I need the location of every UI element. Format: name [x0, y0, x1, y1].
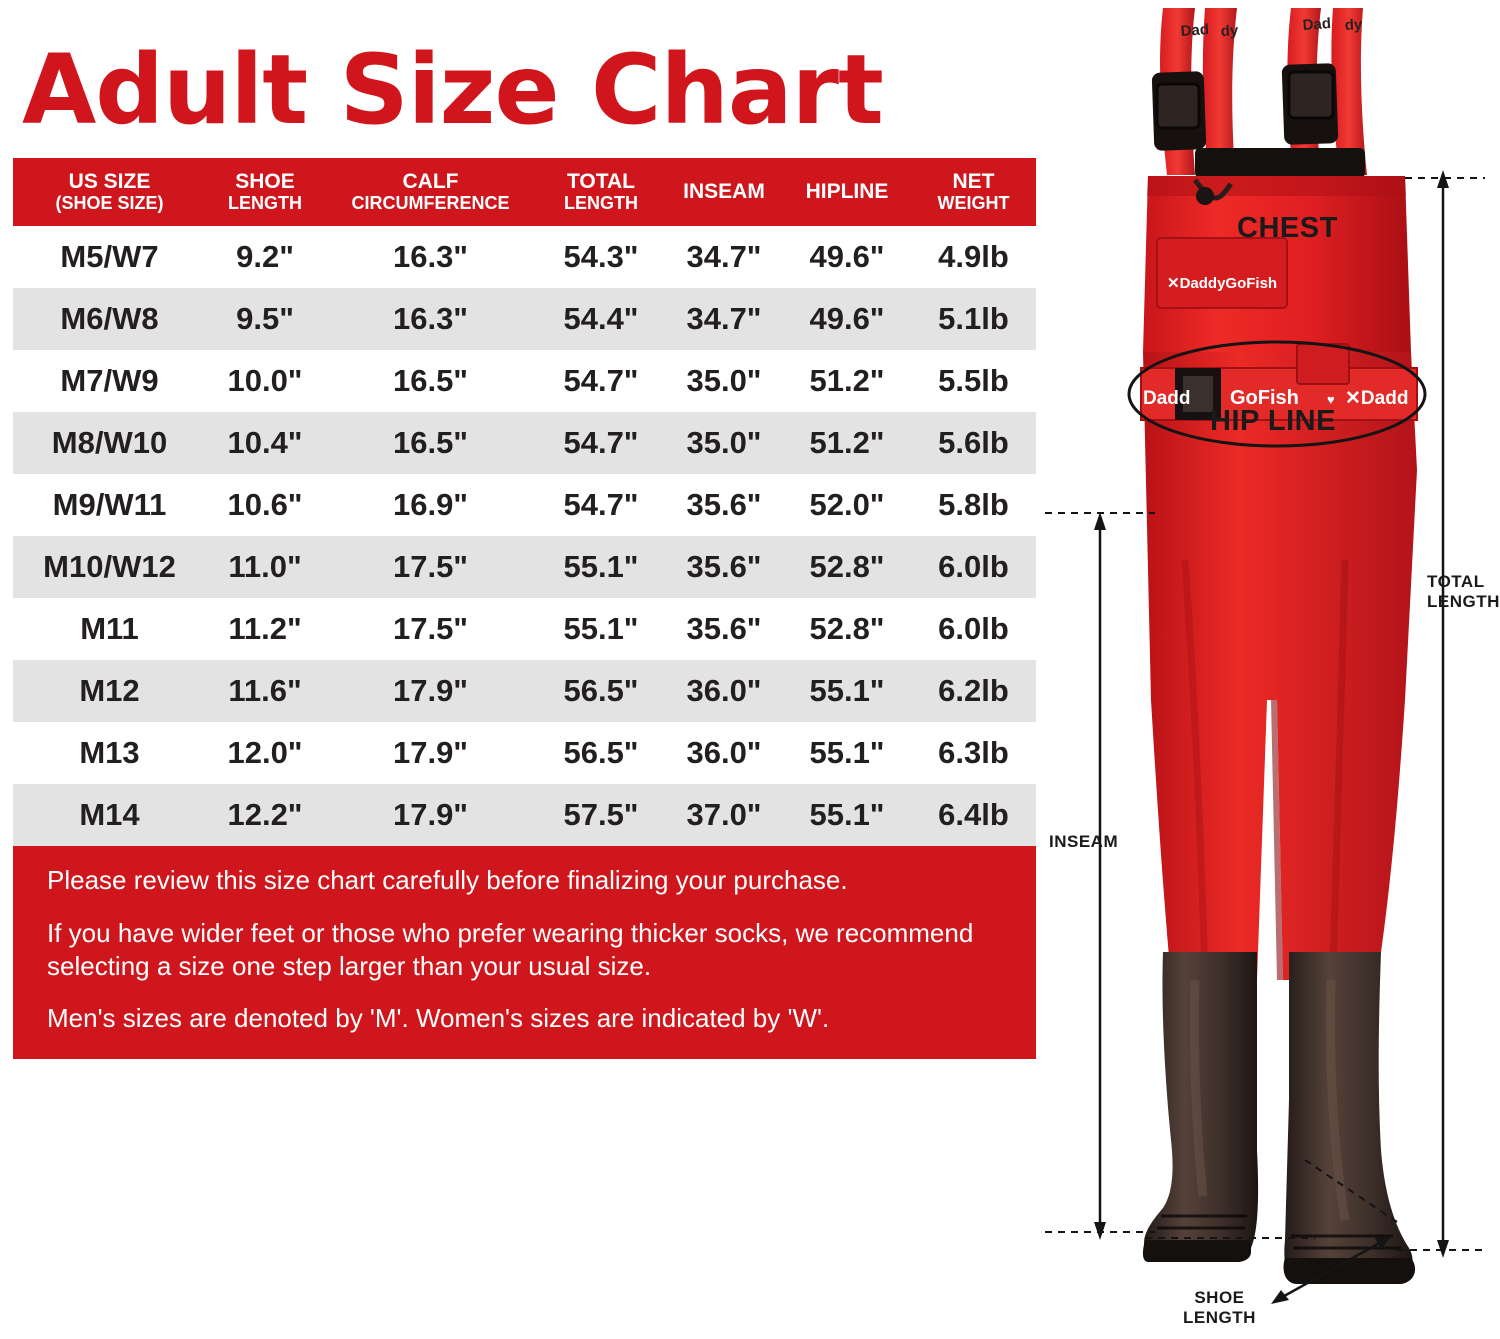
table-header-row — [13, 158, 1036, 226]
wader-body-group — [1141, 344, 1417, 980]
left-boot-sole — [1143, 1240, 1251, 1262]
strap-brand-text: Dad — [1180, 21, 1210, 40]
cell-hipline: 55.1" — [783, 660, 911, 722]
brand-label: ✕DaddyGoFish — [1167, 275, 1278, 292]
cell-hipline: 52.8" — [783, 536, 911, 598]
label-inseam: INSEAM — [1049, 832, 1119, 851]
label-shoe-length-line1: SHOE — [1194, 1288, 1245, 1307]
label-chest: CHEST — [1237, 212, 1338, 244]
page-title: Adult Size Chart — [22, 34, 883, 146]
cell-hipline: 49.6" — [783, 288, 911, 350]
chest-wader-illustration — [1045, 0, 1500, 1339]
cell-total-length: 54.7" — [537, 412, 665, 474]
cell-us-size: M11 — [13, 598, 206, 660]
cell-shoe-length: 11.6" — [206, 660, 324, 722]
cell-inseam: 36.0" — [665, 722, 783, 784]
size-chart-table — [13, 158, 1036, 846]
strap-brand-text: Dad — [1302, 15, 1332, 34]
left-boot — [1144, 952, 1258, 1248]
table-row — [13, 598, 1036, 660]
label-shoe-length-line2: LENGTH — [1183, 1307, 1256, 1327]
hip-pocket — [1297, 344, 1349, 384]
cell-total-length: 54.7" — [537, 474, 665, 536]
column-header-hipline: HIPLINE — [783, 158, 911, 226]
cell-us-size: M14 — [13, 784, 206, 846]
cell-us-size: M10/W12 — [13, 536, 206, 598]
cell-inseam: 35.6" — [665, 474, 783, 536]
cell-inseam: 35.0" — [665, 412, 783, 474]
belt-text-right: ✕Dadd — [1345, 388, 1409, 409]
boots-group — [1143, 952, 1415, 1284]
belt-text-heart: ♥ — [1327, 392, 1335, 407]
cell-net-weight: 6.4lb — [911, 784, 1036, 846]
column-header-inseam: INSEAM — [665, 158, 783, 226]
right-boot — [1284, 952, 1412, 1280]
cell-calf: 16.3" — [324, 226, 537, 288]
cell-shoe-length: 12.0" — [206, 722, 324, 784]
column-header-shoe-length: SHOE LENGTH — [206, 158, 324, 226]
cell-total-length: 56.5" — [537, 660, 665, 722]
cell-total-length: 57.5" — [537, 784, 665, 846]
cell-shoe-length: 9.2" — [206, 226, 324, 288]
strap-brand-text: dy — [1220, 22, 1239, 40]
cell-total-length: 54.4" — [537, 288, 665, 350]
column-header-total-length: TOTAL LENGTH — [537, 158, 665, 226]
cell-inseam: 34.7" — [665, 226, 783, 288]
cell-us-size: M6/W8 — [13, 288, 206, 350]
cell-shoe-length: 10.0" — [206, 350, 324, 412]
table-row — [13, 536, 1036, 598]
cell-total-length: 55.1" — [537, 598, 665, 660]
cell-us-size: M7/W9 — [13, 350, 206, 412]
column-header-us-size: US SIZE (SHOE SIZE) — [13, 158, 206, 226]
chest-hem — [1147, 176, 1406, 196]
label-total-length — [1427, 572, 1500, 611]
cell-net-weight: 5.1lb — [911, 288, 1036, 350]
belt-text-mid: GoFish — [1230, 387, 1299, 409]
cell-inseam: 35.6" — [665, 536, 783, 598]
cell-us-size: M12 — [13, 660, 206, 722]
right-buckle — [1289, 72, 1333, 118]
cell-us-size: M5/W7 — [13, 226, 206, 288]
chart-column — [10, 0, 1045, 1059]
label-shoe-length — [1183, 1288, 1256, 1327]
cell-hipline: 52.8" — [783, 598, 911, 660]
cell-hipline: 51.2" — [783, 350, 911, 412]
cell-calf: 17.9" — [324, 660, 537, 722]
cell-hipline: 51.2" — [783, 412, 911, 474]
column-header-calf-circumference: CALF CIRCUMFERENCE — [324, 158, 537, 226]
chest-pocket — [1157, 238, 1287, 308]
cell-shoe-length: 12.2" — [206, 784, 324, 846]
cell-hipline: 52.0" — [783, 474, 911, 536]
table-row — [13, 412, 1036, 474]
cell-calf: 17.5" — [324, 536, 537, 598]
cell-net-weight: 4.9lb — [911, 226, 1036, 288]
note-line: Please review this size chart carefully before finalizing your purchase. — [47, 865, 848, 896]
cell-inseam: 34.7" — [665, 288, 783, 350]
notes-panel — [13, 846, 1036, 1059]
shoe-length-arrow-left — [1271, 1290, 1289, 1304]
cell-net-weight: 6.0lb — [911, 536, 1036, 598]
cell-net-weight: 5.8lb — [911, 474, 1036, 536]
inseam-arrow-top — [1094, 512, 1106, 530]
cell-total-length: 54.3" — [537, 226, 665, 288]
cell-net-weight: 5.5lb — [911, 350, 1036, 412]
table-row — [13, 784, 1036, 846]
note-line: If you have wider feet or those who prefer wearing thicker socks, we recommend selecting a size one step larger than your usual size. — [47, 917, 974, 981]
cell-calf: 17.9" — [324, 722, 537, 784]
table-row — [13, 722, 1036, 784]
cell-calf: 17.9" — [324, 784, 537, 846]
cell-shoe-length: 9.5" — [206, 288, 324, 350]
cell-calf: 17.5" — [324, 598, 537, 660]
cell-shoe-length: 11.2" — [206, 598, 324, 660]
cell-total-length: 55.1" — [537, 536, 665, 598]
cell-net-weight: 5.6lb — [911, 412, 1036, 474]
cell-us-size: M13 — [13, 722, 206, 784]
note-line: Men's sizes are denoted by 'M'. Women's sizes are indicated by 'W'. — [47, 1003, 830, 1034]
cell-inseam: 35.0" — [665, 350, 783, 412]
table-row — [13, 350, 1036, 412]
cell-shoe-length: 10.4" — [206, 412, 324, 474]
cell-calf: 16.3" — [324, 288, 537, 350]
cell-shoe-length: 11.0" — [206, 536, 324, 598]
strap-brand-text: dy — [1344, 16, 1363, 34]
cell-us-size: M9/W11 — [13, 474, 206, 536]
cell-total-length: 54.7" — [537, 350, 665, 412]
drawstring-toggle — [1196, 187, 1214, 205]
cell-net-weight: 6.0lb — [911, 598, 1036, 660]
shoulder-straps-group — [1152, 8, 1367, 178]
cell-inseam: 35.6" — [665, 598, 783, 660]
chest-bib-group — [1143, 176, 1411, 352]
cell-calf: 16.5" — [324, 350, 537, 412]
label-hipline: HIP LINE — [1210, 405, 1336, 437]
cell-hipline: 55.1" — [783, 722, 911, 784]
cell-hipline: 49.6" — [783, 226, 911, 288]
product-illustration-column — [1045, 0, 1500, 1339]
cell-inseam: 37.0" — [665, 784, 783, 846]
table-row — [13, 226, 1036, 288]
cell-hipline: 55.1" — [783, 784, 911, 846]
column-header-net-weight: NET WEIGHT — [911, 158, 1036, 226]
left-buckle — [1157, 84, 1199, 128]
cell-shoe-length: 10.6" — [206, 474, 324, 536]
label-total-length-line2: LENGTH — [1427, 591, 1500, 611]
cell-total-length: 56.5" — [537, 722, 665, 784]
cell-calf: 16.9" — [324, 474, 537, 536]
table-row — [13, 474, 1036, 536]
table-row — [13, 288, 1036, 350]
cell-calf: 16.5" — [324, 412, 537, 474]
right-boot-sole — [1284, 1258, 1416, 1284]
chest-cross-strap — [1195, 148, 1365, 178]
label-total-length-line1: TOTAL — [1427, 572, 1485, 591]
cell-us-size: M8/W10 — [13, 412, 206, 474]
cell-net-weight: 6.2lb — [911, 660, 1036, 722]
cell-net-weight: 6.3lb — [911, 722, 1036, 784]
cell-inseam: 36.0" — [665, 660, 783, 722]
belt-text-left: Dadd — [1143, 388, 1191, 409]
table-row — [13, 660, 1036, 722]
